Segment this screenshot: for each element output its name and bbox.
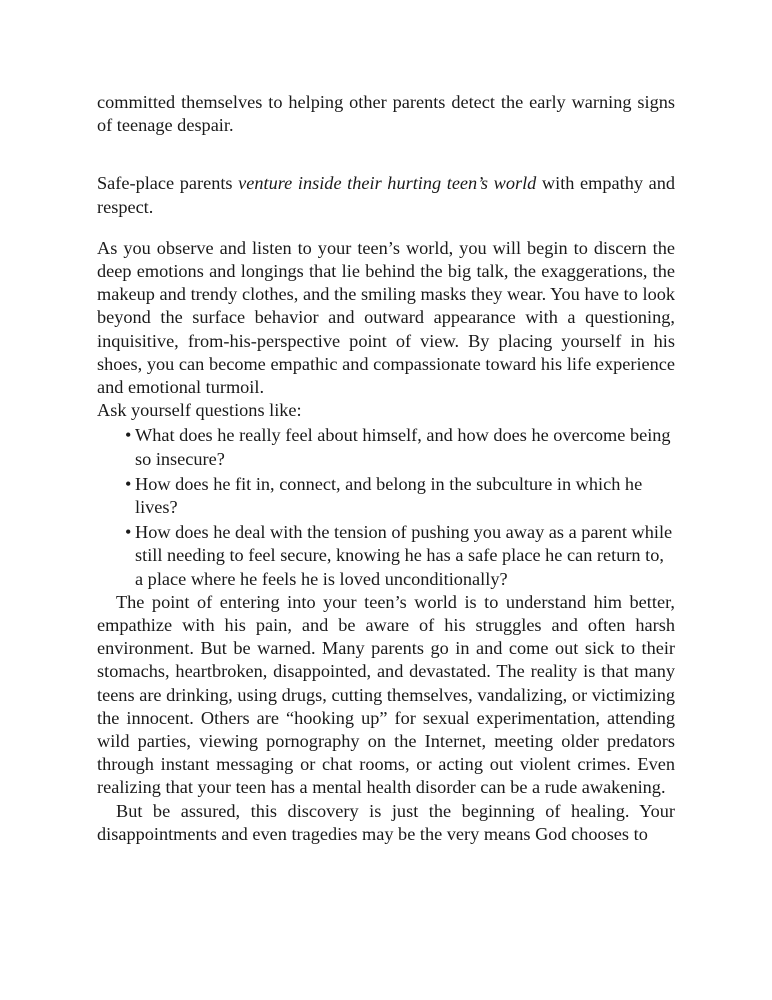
paragraph-safe-place-emphasis: venture inside their hurting teen’s world — [238, 173, 537, 194]
list-item-text: How does he deal with the tension of pushing you away as a parent while still needing to feel secure, knowing he has a safe place he can return to, a place where he feels he is loved unconditionally? — [135, 522, 673, 589]
bullet-marker: • — [125, 425, 132, 446]
list-item — [115, 473, 675, 519]
bullet-marker: • — [125, 473, 132, 494]
paragraph-safe-place-tail: with empathy and respect. — [97, 173, 675, 217]
paragraph-observe: As you observe and listen to your teen’s world, you will begin to discern the deep emotions and longings that lie behind the big talk, the exaggerations, the makeup and trendy clothes, and the smiling masks they wear. You have to look beyond the surface behavior and outward appearance with a questioning, inquisitive, from-his-perspective point of view. By placing yourself in his shoes, you can become empathic and compassionate toward his life experience and emotional turmoil. — [97, 237, 675, 398]
list-item-text: What does he really feel about himself, and how does he overcome being so insecure? — [135, 425, 671, 469]
paragraph-safe-place — [97, 172, 675, 218]
paragraph-point-of-entering: The point of entering into your teen’s world is to understand him better, empathize with his pain, and be aware of his struggles and often harsh environment. But be warned. Many parents go in and come out sick to their stomachs, heartbroken, disappointed, and devastated. The reality is that many teens are drinking, using drugs, cutting themselves, vandalizing, or victimizing the innocent. Others are “hooking up” for sexual experimentation, attending wild parties, viewing pornography on the Internet, meeting older predators through instant messaging or chat rooms, or acting out violent crimes. Even realizing that your teen has a mental health disorder can be a rude awakening. — [97, 591, 675, 798]
list-item-text: How does he fit in, connect, and belong in the subculture in which he lives? — [135, 473, 643, 518]
bullet-marker: • — [125, 522, 132, 543]
paragraph-safe-place-lead: Safe-place parents — [97, 173, 239, 194]
book-page — [97, 91, 675, 846]
paragraph-ask-yourself: Ask yourself questions like: — [97, 400, 302, 421]
list-item — [115, 521, 675, 591]
question-list — [97, 424, 675, 590]
paragraph-be-assured: But be assured, this discovery is just the beginning of healing. Your disappointments and even tragedies may be the very means God chooses to — [97, 800, 675, 844]
list-item — [115, 424, 675, 470]
paragraph-continuation: committed themselves to helping other parents detect the early warning signs of teenage despair. — [97, 92, 675, 136]
